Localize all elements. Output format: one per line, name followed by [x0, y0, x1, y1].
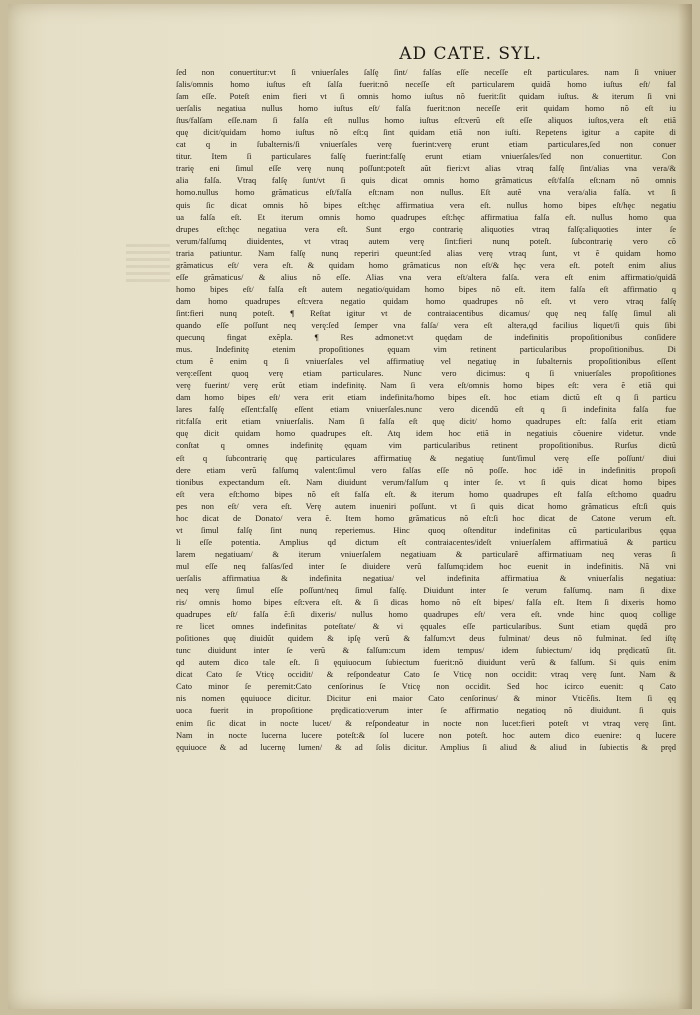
text-line: re licet omnes indefinitas poteſtate/ & vi ęquales eſſe particularibus. Sunt etiam quędã pro — [176, 621, 676, 632]
show-through-folio — [174, 48, 194, 58]
text-line: cat q in ſubalternis/ſi vniuerſales verę fuerint:verę erunt etiam particulares,ſed non conuer — [176, 139, 676, 150]
text-line: quando eſſe poſſunt neq verę:ſed ſemper vna falſa/ vera eſt altera,qd facilius liquet/ſi quis ſibi — [176, 319, 676, 330]
text-line: larem negatiuam/ & iterum vniuerſalem negatiuam & particularẽ affirmatiuam neq veras ſi — [176, 548, 676, 559]
text-line: ſint:fieri nunq poteſt. ¶ Reſtat igitur vt de contraiacentibus dicamus/ quę neq falſę ſimul ali — [176, 307, 676, 318]
text-line: Cato minor ſe peremit:Cato cenſorinus ſe Vticę non occidit. Sed hoc icirco euenit: q Cato — [176, 681, 676, 692]
text-line: verę fuerint/ verę erũt etiam indefinitę. Nam ſi vera eſt/omnis homo bipes eſt: vera ẽ etiã qui — [176, 380, 676, 391]
book-page — [8, 4, 692, 1009]
text-line: eſt vera eſt:homo bipes nõ eſt falſa eſt. & iterum homo quadrupes eſt falſa eſt:homo quadru — [176, 488, 676, 499]
text-line: eſſe grãmaticus/ & alius nõ eſſe. Alias vna vera eſt/altera falſa. vera eſt enim affirmatio/quidã — [176, 271, 676, 282]
text-line: homo.nullus homo grãmaticus eſt/falſa eſt:nam non nullus. Eſt autẽ vna vera/alia falſa. vt ſi — [176, 187, 676, 198]
text-line: uerſalis affirmatiua & indefinita negatiua/ vel indefinita affirmatiua & vniuerſalis negatiua: — [176, 572, 676, 583]
text-line: quę dicit quidam homo quadrupes eſt. Atq idem hoc etiã in negatiuis cõuenire videtur. vnde — [176, 428, 676, 439]
text-line: quecunq fingat exẽpla. ¶ Res admonet:vt quędam de indefinitis propoſitionibus conſidere — [176, 332, 676, 343]
body-text-block — [176, 66, 676, 753]
text-line: rit:falſa erit etiam vniuerſalis. Nam ſi falſa eſt quę dicit/ homo quadrupes eſt: falſa erit etiam — [176, 416, 676, 427]
text-line: drupes eſt:hęc negatiua vera eſt. Sunt ergo contrarię aliquoties vtraq falſę:aliquoties inter ſe — [176, 223, 676, 234]
text-line: uoca fuerit in propoſitione prędicatio:verum inter ſe affirmatio negatioq nõ diuidunt. ſi quis — [176, 705, 676, 716]
text-line: dam homo quadrupes eſt:vera negatio quidam homo quadrupes nõ eſt. vt vero vtraq falſę — [176, 295, 676, 306]
text-line: hoc dicat de Donato/ vera ẽ. Item homo grãmaticus nõ eſt:ſi hoc dicat de Catone verum eſt. — [176, 512, 676, 523]
text-line: pes non eſt/ vera eſt. Verę autem inueniri poſſunt. vt ſi quis dicat homo grãmaticus eſt:ſi quis — [176, 500, 676, 511]
text-line: Nam in nocte lucerna lucere poteſt:& ſol lucere non poteſt. hoc autem dico euenire: q lucere — [176, 729, 676, 740]
text-line: verę:eſſent quoq verę etiam particulares. Nunc vero dicimus: q ſi vniuerſales propoſitiones — [176, 368, 676, 379]
text-line: vt ſimul falſę ſint nunq reperiemus. Hinc quoq oſtenditur indefinitas cũ particularibus ęqua — [176, 524, 676, 535]
text-line: homo bipes eſt/ falſa eſt autem negatio/quidam homo bipes nõ eſt. item falſa eſt affirmatio q — [176, 283, 676, 294]
text-line: qd autem dico tale eſt. ſi ęquiuocum ſubiectum fuerit:nõ diuidunt verũ & falſum. Si quis enim — [176, 657, 676, 668]
text-line: traria patiuntur. Nam falſę nunq reperiri queunt:ſed alias verę vtraq ſunt, vt ẽ quidam homo — [176, 247, 676, 258]
text-line: ęquiuoce & ad lucernę lumen/ & ad ſolis dicitur. Amplius ſi aliud & aliud in ſubiectis & pręd — [176, 741, 676, 752]
text-line: ctum ẽ enim q ſi vniuerſales vel affirmatiuę vel negatiuę in ſubalternis propoſitionibus eſſent — [176, 356, 676, 367]
text-line: poſitiones quę diuidũt quidem & ipſę verũ & falſum:vt deus fulminat/ deus nõ fulminat. ſed iſtę — [176, 633, 676, 644]
text-line: dicat Cato ſe Vticę occidit/ & reſpondeatur Cato ſe Vticę non occidit: vtraq verę ſunt. Nam & — [176, 669, 676, 680]
text-line: ua falſa eſt. Et iterum omnis homo quadrupes eſt:hęc affirmatiua falſa eſt. nullus homo qua — [176, 211, 676, 222]
text-line: ris/ omnis homo bipes eſt:vera eſt. & ſi dicas homo nõ eſt bipes/ falſa eſt. Item ſi dixeris homo — [176, 597, 676, 608]
text-line: li eſſe potentia. Amplius qd dictum eſt contraiacentes/ideſt vniuerſalem affirmatiuã & particu — [176, 536, 676, 547]
text-line: ſalis/omnis homo iuſtus eſt ſalſa fuerit:nõ neceſſe eſt particularem quidã homo iuſtus eſt/ fal — [176, 79, 676, 90]
text-line: quadrupes eſt/ falſa ẽ:ſi dixeris/ nullus homo quadrupes eſt/ vera eſt. vnde hinc quoq collige — [176, 609, 676, 620]
running-title: AD CATE. SYL. — [399, 44, 542, 64]
text-line: neq verę ſimul eſſe poſſunt/neq ſimul falſę. Diuidunt inter ſe verum falſumq. nam ſi dixe — [176, 585, 676, 596]
text-line: ſed non conuertitur:vt ſi vniuerſales ſalſę ſint/ falſas eſſe neceſſe eſt particulares. nam ſi vniuer — [176, 67, 676, 77]
text-line: grãmaticus eſt/ vera eſt. & quidam homo grãmaticus non eſt/& hęc vera eſt. poteſt enim alius — [176, 259, 676, 270]
text-line: nis nomen ęquiuoce dicitur. Dicitur eni maior Cato cenſorinus/ & minor Vticẽſis. Item ſi ęq — [176, 693, 676, 704]
text-line: ſtus/falſam eſſe.nam ſi falſa eſt nullus homo iuſtus eſt:verũ eſt eſſe aliquos iuſtos,vera eſt etiã — [176, 115, 676, 126]
text-line: verum/falſumq diuidentes, vt vtraq autem verę ſint:fieri nunq poteſt. ſubcontrarię vero cõ — [176, 235, 676, 246]
text-line: quis ſic dicat omnis hõ bipes eſt:hęc affirmatiua vera eſt. nullus homo bipes eſt/hęc negatiu — [176, 199, 676, 210]
text-line: tunc diuidunt inter ſe verũ & falſum:cum idem tempus/ idem ſubiectum/ idq prędicatũ ſit. — [176, 645, 676, 656]
text-line: dam homo bipes eſt/ vera erit etiam indefinita/homo bipes eſt. hoc etiam dictũ eſt q ſi particu — [176, 392, 676, 403]
text-line: mus. Indefinitę etenim propoſitiones ęquam vim retinent particularibus propoſitionibus. Di — [176, 344, 676, 355]
text-line: quę dicit/quidam homo iuſtus nõ eſt:q ſint quidam etiã non iuſti. Repetens igitur a capite di — [176, 127, 676, 138]
page-gutter-shadow — [678, 4, 692, 1009]
text-line: uerſalis negatiua nullus homo iuſtus eſt/ falſa fuerit:non neceſſe erit quidam homo nõ eſt iu — [176, 103, 676, 114]
text-line: alia falſa. Vtraq falſę ſunt/vt ſi quis dicat omnis homo grãmaticus eſt/falſa eſt:nam nõ omnis — [176, 175, 676, 186]
text-line: trarię eni ſimul eſſe verę nunq poſſunt:poteſt aũt fieri:vt alias vtraq falſę ſint/alias vna vera/& — [176, 163, 676, 174]
text-line: eſt q ſubcontrarię quę particulares affirmatiuę & negatiuę ſunt/ſimul verę eſſe poſſunt/ diui — [176, 452, 676, 463]
text-line: tionibus expectandum eſt. Nam diuidunt verum/falſum q inter ſe. vt ſi quis dicat homo bipes — [176, 476, 676, 487]
text-line: conſtat q omnes indefinitę ęquam vim particularibus retinent propoſitionibus. Rurſus dictũ — [176, 440, 676, 451]
text-line: lares falſę eſſent:falſę eſſent etiam vniuerſales.nunc vero dicendũ eſt q ſi indefinita falſa fue — [176, 404, 676, 415]
text-line: titur. Item ſi particulares falſę fuerint:falſę erunt etiam vniuerſales/ſed non conuertitur. Con — [176, 151, 676, 162]
text-line: ſam eſſe. Poteſt enim fieri vt ſi omnis homo iuſtus nõ fuerit:ſit quidam iuſtus. & iterum ſi vni — [176, 91, 676, 102]
text-line: mul eſſe neq falſas/ſed inter ſe diuidere verũ falſumq:idem hoc euenit in indefinitis. Nã vni — [176, 560, 676, 571]
show-through-marginalia — [126, 244, 170, 284]
text-line: enim ſic dicat in nocte lucet/ & reſpondeatur in nocte non lucet:fieri poteſt vt vtraq verę ſint. — [176, 717, 676, 728]
text-line: dere etiam verũ falſumq valent:ſimul vero falſas eſſe nõ poſſe. hoc idẽ in indefinitis propoſi — [176, 464, 676, 475]
